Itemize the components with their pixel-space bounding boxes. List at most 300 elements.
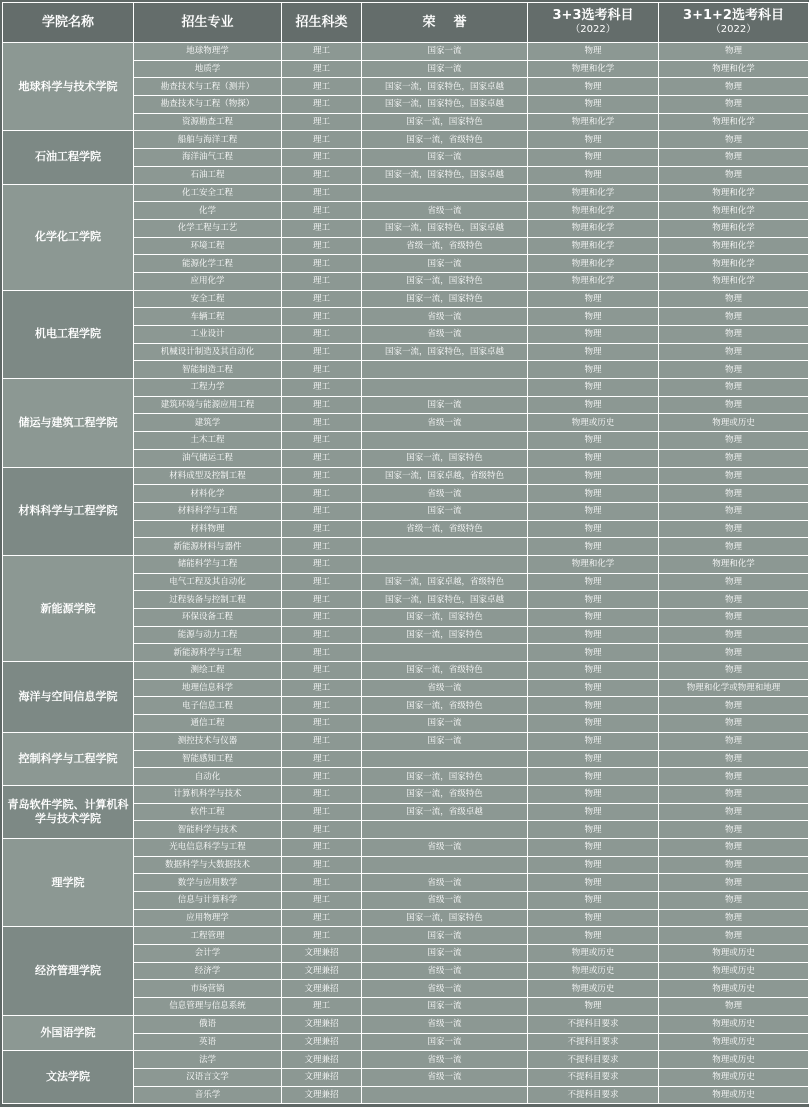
subject-33-cell: 物理	[528, 732, 659, 750]
subject-312-cell: 物理和化学	[659, 255, 809, 273]
subject-33-cell: 物理和化学	[528, 237, 659, 255]
major-cell: 能源化学工程	[134, 255, 282, 273]
subject-33-cell: 物理	[528, 538, 659, 556]
subject-312-cell: 物理	[659, 361, 809, 379]
major-cell: 地球物理学	[134, 43, 282, 61]
honor-cell: 省级一流	[362, 414, 528, 432]
major-cell: 地质学	[134, 60, 282, 78]
honor-cell: 省级一流	[362, 1068, 528, 1086]
honor-cell: 国家一流，省级特色	[362, 697, 528, 715]
major-cell: 电气工程及其自动化	[134, 573, 282, 591]
category-cell: 理工	[282, 414, 362, 432]
subject-33-cell: 物理和化学	[528, 272, 659, 290]
honor-cell	[362, 856, 528, 874]
category-cell: 理工	[282, 467, 362, 485]
major-cell: 车辆工程	[134, 308, 282, 326]
subject-33-cell: 物理	[528, 750, 659, 768]
major-cell: 材料成型及控制工程	[134, 467, 282, 485]
major-cell: 勘查技术与工程（物探）	[134, 96, 282, 114]
category-cell: 文理兼招	[282, 1015, 362, 1033]
major-cell: 环保设备工程	[134, 609, 282, 627]
category-cell: 理工	[282, 184, 362, 202]
major-cell: 船舶与海洋工程	[134, 131, 282, 149]
category-cell: 理工	[282, 591, 362, 609]
subject-312-cell: 物理	[659, 78, 809, 96]
subject-312-cell: 物理和化学	[659, 219, 809, 237]
subject-33-cell: 不提科目要求	[528, 1068, 659, 1086]
subject-312-cell: 物理或历史	[659, 945, 809, 963]
major-cell: 环境工程	[134, 237, 282, 255]
major-cell: 建筑学	[134, 414, 282, 432]
honor-cell	[362, 432, 528, 450]
honor-cell	[362, 750, 528, 768]
major-cell: 应用物理学	[134, 909, 282, 927]
table-row	[3, 838, 809, 856]
honor-cell: 国家一流	[362, 502, 528, 520]
subject-33-cell: 物理	[528, 768, 659, 786]
subject-312-cell: 物理	[659, 768, 809, 786]
subject-312-cell: 物理和化学或物理和地理	[659, 679, 809, 697]
subject-312-cell: 物理	[659, 432, 809, 450]
major-cell: 材料物理	[134, 520, 282, 538]
subject-33-cell: 物理	[528, 308, 659, 326]
honor-cell: 省级一流	[362, 308, 528, 326]
category-cell: 文理兼招	[282, 962, 362, 980]
major-cell: 材料科学与工程	[134, 502, 282, 520]
subject-33-cell: 物理	[528, 821, 659, 839]
category-cell: 理工	[282, 609, 362, 627]
category-cell: 文理兼招	[282, 945, 362, 963]
subject-33-cell: 物理	[528, 432, 659, 450]
subject-312-cell: 物理	[659, 785, 809, 803]
subject-312-cell: 物理	[659, 520, 809, 538]
major-cell: 会计学	[134, 945, 282, 963]
subject-33-cell: 物理	[528, 838, 659, 856]
subject-312-cell: 物理	[659, 874, 809, 892]
subject-33-cell: 物理或历史	[528, 962, 659, 980]
subject-33-cell: 物理	[528, 644, 659, 662]
subject-312-cell: 物理或历史	[659, 1051, 809, 1069]
subject-33-cell: 物理	[528, 998, 659, 1016]
honor-cell	[362, 1086, 528, 1104]
category-cell: 理工	[282, 750, 362, 768]
category-cell: 理工	[282, 768, 362, 786]
subject-33-cell: 物理	[528, 520, 659, 538]
major-cell: 测控技术与仪器	[134, 732, 282, 750]
honor-cell: 省级一流	[362, 202, 528, 220]
honor-cell: 国家一流	[362, 60, 528, 78]
major-cell: 过程装备与控制工程	[134, 591, 282, 609]
subject-312-cell: 物理或历史	[659, 980, 809, 998]
subject-312-cell: 物理	[659, 379, 809, 397]
subject-33-cell: 物理	[528, 467, 659, 485]
subject-33-cell: 物理	[528, 485, 659, 503]
honor-cell: 省级一流	[362, 326, 528, 344]
table-row	[3, 1051, 809, 1069]
honor-cell	[362, 555, 528, 573]
college-name-cell: 经济管理学院	[3, 927, 134, 1015]
subject-312-cell: 物理或历史	[659, 1033, 809, 1051]
header-subject-33	[528, 3, 659, 43]
honor-cell: 国家一流，国家特色，国家卓越	[362, 219, 528, 237]
category-cell: 理工	[282, 520, 362, 538]
table-row	[3, 290, 809, 308]
subject-312-cell: 物理	[659, 502, 809, 520]
subject-312-cell: 物理	[659, 538, 809, 556]
major-cell: 智能制造工程	[134, 361, 282, 379]
subject-312-cell: 物理	[659, 467, 809, 485]
subject-312-cell: 物理	[659, 485, 809, 503]
major-cell: 工程力学	[134, 379, 282, 397]
honor-cell: 国家一流，省级卓越	[362, 803, 528, 821]
honor-cell: 国家一流，国家特色	[362, 113, 528, 131]
college-name-cell: 地球科学与技术学院	[3, 43, 134, 131]
subject-312-cell: 物理	[659, 166, 809, 184]
category-cell: 理工	[282, 219, 362, 237]
major-cell: 汉语言文学	[134, 1068, 282, 1086]
subject-33-cell: 不提科目要求	[528, 1051, 659, 1069]
subject-33-cell: 物理或历史	[528, 414, 659, 432]
category-cell: 理工	[282, 662, 362, 680]
subject-33-cell: 物理和化学	[528, 219, 659, 237]
table-row	[3, 467, 809, 485]
major-cell: 新能源科学与工程	[134, 644, 282, 662]
category-cell: 理工	[282, 856, 362, 874]
category-cell: 理工	[282, 396, 362, 414]
honor-cell: 省级一流	[362, 892, 528, 910]
college-name-cell: 机电工程学院	[3, 290, 134, 378]
category-cell: 理工	[282, 432, 362, 450]
subject-33-cell: 物理和化学	[528, 60, 659, 78]
subject-312-cell: 物理	[659, 591, 809, 609]
major-cell: 安全工程	[134, 290, 282, 308]
table-row	[3, 785, 809, 803]
honor-cell: 省级一流	[362, 838, 528, 856]
major-cell: 石油工程	[134, 166, 282, 184]
honor-cell: 国家一流，国家特色	[362, 609, 528, 627]
subject-312-cell: 物理	[659, 326, 809, 344]
header-subject-312	[659, 3, 809, 43]
subject-312-cell: 物理或历史	[659, 962, 809, 980]
category-cell: 理工	[282, 626, 362, 644]
honor-cell: 省级一流	[362, 874, 528, 892]
honor-cell: 国家一流	[362, 927, 528, 945]
subject-33-cell: 物理或历史	[528, 945, 659, 963]
major-cell: 数据科学与大数据技术	[134, 856, 282, 874]
subject-312-cell: 物理	[659, 715, 809, 733]
category-cell: 理工	[282, 732, 362, 750]
category-cell: 理工	[282, 166, 362, 184]
honor-cell	[362, 379, 528, 397]
subject-312-cell: 物理	[659, 838, 809, 856]
subject-312-cell: 物理	[659, 573, 809, 591]
category-cell: 理工	[282, 237, 362, 255]
subject-312-cell: 物理	[659, 343, 809, 361]
subject-312-cell: 物理和化学	[659, 60, 809, 78]
table-body	[3, 43, 809, 1104]
honor-cell: 省级一流，省级特色	[362, 520, 528, 538]
honor-cell: 省级一流	[362, 980, 528, 998]
honor-cell: 国家一流，国家特色	[362, 272, 528, 290]
subject-33-cell: 物理	[528, 785, 659, 803]
category-cell: 理工	[282, 272, 362, 290]
honor-cell: 国家一流	[362, 945, 528, 963]
major-cell: 化学工程与工艺	[134, 219, 282, 237]
honor-cell: 国家一流	[362, 732, 528, 750]
subject-312-cell: 物理或历史	[659, 414, 809, 432]
college-name-cell: 青岛软件学院、计算机科学与技术学院	[3, 785, 134, 838]
honor-cell: 国家一流，国家特色	[362, 290, 528, 308]
subject-33-cell: 物理	[528, 343, 659, 361]
category-cell: 理工	[282, 202, 362, 220]
subject-312-cell: 物理	[659, 308, 809, 326]
honor-cell: 省级一流	[362, 1051, 528, 1069]
category-cell: 理工	[282, 998, 362, 1016]
category-cell: 理工	[282, 343, 362, 361]
subject-312-cell: 物理	[659, 998, 809, 1016]
category-cell: 理工	[282, 379, 362, 397]
subject-33-cell: 物理或历史	[528, 980, 659, 998]
honor-cell: 省级一流	[362, 679, 528, 697]
subject-33-cell: 物理	[528, 149, 659, 167]
major-cell: 资源勘查工程	[134, 113, 282, 131]
major-cell: 计算机科学与技术	[134, 785, 282, 803]
subject-33-cell: 物理和化学	[528, 184, 659, 202]
subject-312-cell: 物理	[659, 609, 809, 627]
subject-33-cell: 物理	[528, 609, 659, 627]
subject-33-cell: 物理	[528, 697, 659, 715]
honor-cell: 国家一流	[362, 43, 528, 61]
category-cell: 理工	[282, 927, 362, 945]
honor-cell: 国家一流，国家特色，国家卓越	[362, 343, 528, 361]
table-row	[3, 131, 809, 149]
table-row	[3, 732, 809, 750]
table-row	[3, 555, 809, 573]
honor-cell: 国家一流，国家特色	[362, 768, 528, 786]
category-cell: 理工	[282, 697, 362, 715]
category-cell: 文理兼招	[282, 1086, 362, 1104]
header-subject-312-title: 3+1+2选考科目	[683, 7, 784, 23]
honor-cell: 国家一流，省级特色	[362, 785, 528, 803]
subject-312-cell: 物理和化学	[659, 184, 809, 202]
honor-cell	[362, 538, 528, 556]
subject-33-cell: 物理	[528, 927, 659, 945]
category-cell: 理工	[282, 255, 362, 273]
honor-cell: 国家一流，国家特色	[362, 909, 528, 927]
major-cell: 市场营销	[134, 980, 282, 998]
major-cell: 化工安全工程	[134, 184, 282, 202]
category-cell: 理工	[282, 821, 362, 839]
subject-33-cell: 物理	[528, 43, 659, 61]
category-cell: 理工	[282, 909, 362, 927]
table-row	[3, 927, 809, 945]
table-row	[3, 662, 809, 680]
subject-312-cell: 物理或历史	[659, 1015, 809, 1033]
category-cell: 理工	[282, 326, 362, 344]
category-cell: 理工	[282, 874, 362, 892]
major-cell: 音乐学	[134, 1086, 282, 1104]
subject-33-cell: 物理	[528, 909, 659, 927]
honor-cell: 国家一流，国家特色，国家卓越	[362, 96, 528, 114]
subject-33-cell: 物理	[528, 573, 659, 591]
major-cell: 光电信息科学与工程	[134, 838, 282, 856]
category-cell: 理工	[282, 78, 362, 96]
major-cell: 数学与应用数学	[134, 874, 282, 892]
header-honor: 荣 誉	[362, 3, 528, 43]
subject-33-cell: 物理	[528, 715, 659, 733]
subject-33-cell: 物理	[528, 166, 659, 184]
college-name-cell: 控制科学与工程学院	[3, 732, 134, 785]
subject-312-cell: 物理	[659, 803, 809, 821]
college-name-cell: 文法学院	[3, 1051, 134, 1104]
subject-312-cell: 物理和化学	[659, 555, 809, 573]
subject-33-cell: 物理	[528, 662, 659, 680]
category-cell: 理工	[282, 43, 362, 61]
subject-312-cell: 物理	[659, 644, 809, 662]
subject-33-cell: 物理	[528, 290, 659, 308]
honor-cell: 国家一流	[362, 715, 528, 733]
major-cell: 能源与动力工程	[134, 626, 282, 644]
major-cell: 信息与计算科学	[134, 892, 282, 910]
subject-33-cell: 物理	[528, 78, 659, 96]
category-cell: 理工	[282, 538, 362, 556]
header-subject-33-title: 3+3选考科目	[552, 7, 634, 23]
subject-312-cell: 物理	[659, 909, 809, 927]
subject-33-cell: 物理和化学	[528, 255, 659, 273]
header-subject-312-year: （2022）	[710, 23, 757, 35]
honor-cell	[362, 361, 528, 379]
subject-312-cell: 物理	[659, 290, 809, 308]
major-cell: 储能科学与工程	[134, 555, 282, 573]
category-cell: 理工	[282, 361, 362, 379]
category-cell: 理工	[282, 803, 362, 821]
major-cell: 俄语	[134, 1015, 282, 1033]
honor-cell: 国家一流，省级特色	[362, 131, 528, 149]
subject-33-cell: 物理	[528, 803, 659, 821]
category-cell: 理工	[282, 838, 362, 856]
subject-33-cell: 物理	[528, 396, 659, 414]
subject-312-cell: 物理	[659, 131, 809, 149]
major-cell: 英语	[134, 1033, 282, 1051]
subject-33-cell: 物理	[528, 96, 659, 114]
honor-cell: 国家一流，国家卓越，省级特色	[362, 467, 528, 485]
honor-cell: 国家一流	[362, 1033, 528, 1051]
header-college: 学院名称	[3, 3, 134, 43]
subject-33-cell: 物理	[528, 856, 659, 874]
subject-33-cell: 物理和化学	[528, 555, 659, 573]
honor-cell: 国家一流，省级特色	[362, 662, 528, 680]
subject-312-cell: 物理	[659, 697, 809, 715]
honor-cell: 省级一流	[362, 1015, 528, 1033]
major-cell: 应用化学	[134, 272, 282, 290]
subject-312-cell: 物理和化学	[659, 202, 809, 220]
subject-33-cell: 不提科目要求	[528, 1086, 659, 1104]
table-row	[3, 1015, 809, 1033]
subject-312-cell: 物理	[659, 96, 809, 114]
subject-33-cell: 物理	[528, 626, 659, 644]
category-cell: 文理兼招	[282, 1068, 362, 1086]
category-cell: 理工	[282, 715, 362, 733]
major-cell: 工程管理	[134, 927, 282, 945]
honor-cell: 国家一流，国家特色，国家卓越	[362, 591, 528, 609]
category-cell: 理工	[282, 485, 362, 503]
subject-312-cell: 物理和化学	[659, 113, 809, 131]
category-cell: 理工	[282, 555, 362, 573]
honor-cell: 国家一流	[362, 255, 528, 273]
major-cell: 测绘工程	[134, 662, 282, 680]
subject-33-cell: 物理	[528, 892, 659, 910]
subject-312-cell: 物理	[659, 927, 809, 945]
college-name-cell: 储运与建筑工程学院	[3, 379, 134, 467]
honor-cell: 国家一流，国家特色，国家卓越	[362, 166, 528, 184]
college-name-cell: 材料科学与工程学院	[3, 467, 134, 555]
subject-312-cell: 物理	[659, 662, 809, 680]
subject-33-cell: 不提科目要求	[528, 1015, 659, 1033]
major-cell: 地理信息科学	[134, 679, 282, 697]
college-name-cell: 外国语学院	[3, 1015, 134, 1050]
college-name-cell: 化学化工学院	[3, 184, 134, 290]
major-cell: 勘查技术与工程（测井）	[134, 78, 282, 96]
major-cell: 土木工程	[134, 432, 282, 450]
category-cell: 理工	[282, 113, 362, 131]
major-cell: 智能科学与技术	[134, 821, 282, 839]
subject-312-cell: 物理或历史	[659, 1068, 809, 1086]
major-cell: 智能感知工程	[134, 750, 282, 768]
college-name-cell: 石油工程学院	[3, 131, 134, 184]
college-name-cell: 新能源学院	[3, 555, 134, 661]
subject-33-cell: 物理和化学	[528, 202, 659, 220]
subject-312-cell: 物理	[659, 750, 809, 768]
category-cell: 文理兼招	[282, 980, 362, 998]
table-row	[3, 184, 809, 202]
major-cell: 法学	[134, 1051, 282, 1069]
honor-cell: 国家一流	[362, 149, 528, 167]
subject-312-cell: 物理	[659, 626, 809, 644]
major-cell: 建筑环境与能源应用工程	[134, 396, 282, 414]
subject-312-cell: 物理	[659, 396, 809, 414]
subject-312-cell: 物理和化学	[659, 272, 809, 290]
category-cell: 理工	[282, 573, 362, 591]
category-cell: 理工	[282, 149, 362, 167]
subject-33-cell: 物理	[528, 326, 659, 344]
subject-312-cell: 物理	[659, 892, 809, 910]
major-cell: 新能源材料与器件	[134, 538, 282, 556]
subject-312-cell: 物理	[659, 449, 809, 467]
major-cell: 油气储运工程	[134, 449, 282, 467]
subject-33-cell: 物理	[528, 379, 659, 397]
honor-cell: 省级一流	[362, 962, 528, 980]
major-cell: 材料化学	[134, 485, 282, 503]
category-cell: 理工	[282, 96, 362, 114]
subject-33-cell: 不提科目要求	[528, 1033, 659, 1051]
subject-33-cell: 物理	[528, 591, 659, 609]
subject-312-cell: 物理	[659, 856, 809, 874]
subject-33-cell: 物理	[528, 874, 659, 892]
subject-312-cell: 物理	[659, 43, 809, 61]
header-category: 招生科类	[282, 3, 362, 43]
category-cell: 文理兼招	[282, 1033, 362, 1051]
subject-312-cell: 物理	[659, 732, 809, 750]
college-name-cell: 海洋与空间信息学院	[3, 662, 134, 733]
major-cell: 化学	[134, 202, 282, 220]
honor-cell	[362, 184, 528, 202]
category-cell: 理工	[282, 892, 362, 910]
subject-33-cell: 物理	[528, 502, 659, 520]
honor-cell: 省级一流	[362, 485, 528, 503]
subject-312-cell: 物理和化学	[659, 237, 809, 255]
category-cell: 理工	[282, 131, 362, 149]
major-cell: 通信工程	[134, 715, 282, 733]
